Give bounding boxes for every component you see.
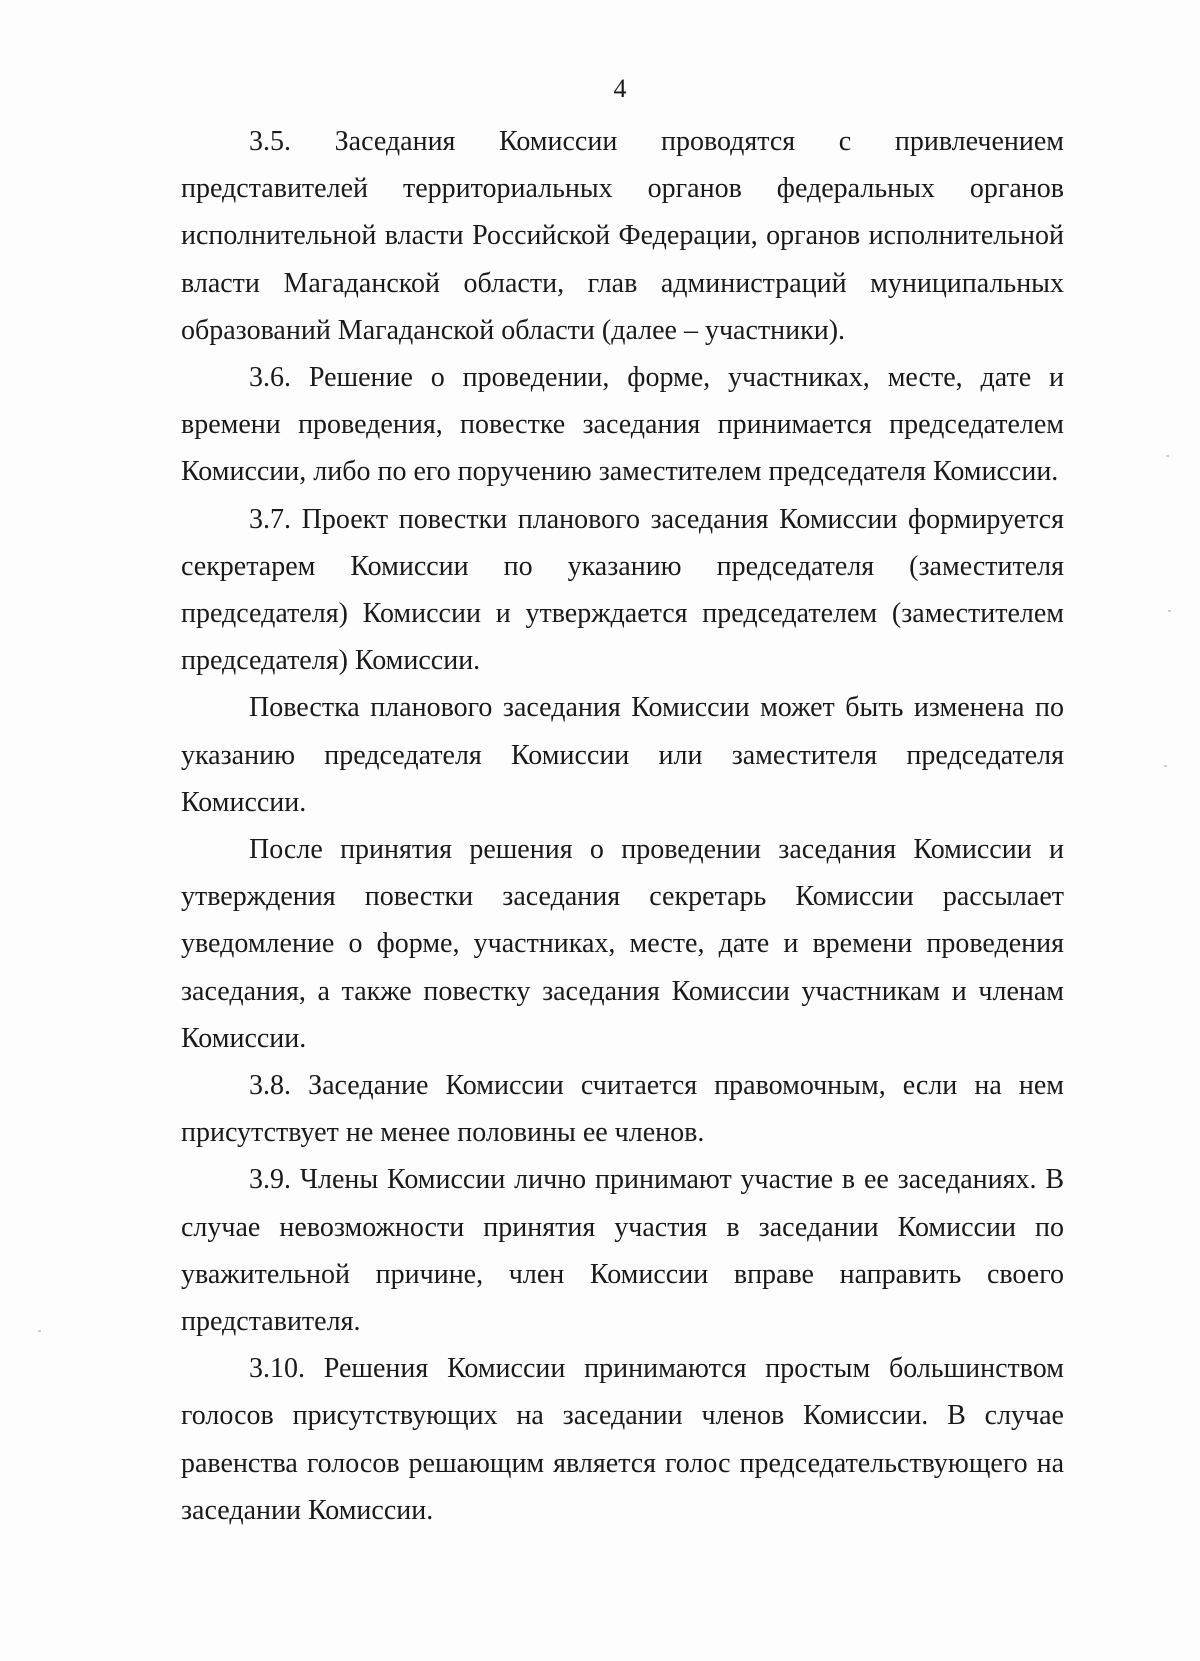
scan-speck [38,1330,41,1332]
paragraph-3-5: 3.5. Заседания Комиссии проводятся с привлечением представителей территориальных органов федеральных органов исполнительной власти Российской Федерации, органов исполнительной власти Магаданской области, глав администраций муниципальных образований Магаданской области (далее – участники). [181,126,1064,346]
scan-speck [1168,610,1171,612]
scan-speck [1166,455,1169,457]
paragraph-notification: После принятия решения о проведении заседания Комиссии и утверждения повестки заседания секретарь Комиссии рассылает уведомление о форме, участниках, месте, дате и времени проведения заседания, а также повестку заседания Комиссии участникам и членам Комиссии. [181,834,1064,1054]
page-number: 4 [613,74,627,103]
paragraph-3-7: 3.7. Проект повестки планового заседания Комиссии формируется секретарем Комиссии по указанию председателя (заместителя председателя) Комиссии и утверждается председателем (заместителем председателя) Комиссии. [181,503,1064,677]
document-body [181,118,1064,1534]
paragraph-3-10: 3.10. Решения Комиссии принимаются простым большинством голосов присутствующих на заседании членов Комиссии. В случае равенства голосов решающим является голос председательствующего на заседании Комиссии. [181,1353,1064,1526]
paragraph-3-9: 3.9. Члены Комиссии лично принимают участие в ее заседаниях. В случае невозможности принятия участия в заседании Комиссии по уважительной причине, член Комиссии вправе направить своего представителя. [181,1164,1064,1338]
scan-speck [1164,765,1167,767]
paragraph-3-6: 3.6. Решение о проведении, форме, участниках, месте, дате и времени проведения, повестке заседания принимается председателем Комиссии, либо по его поручению заместителем председателя Комиссии. [181,362,1064,488]
paragraph-3-8: 3.8. Заседание Комиссии считается правомочным, если на нем присутствует не менее половины ее членов. [181,1070,1064,1149]
paragraph-agenda-change: Повестка планового заседания Комиссии может быть изменена по указанию председателя Комиссии или заместителя председателя Комиссии. [181,692,1064,818]
